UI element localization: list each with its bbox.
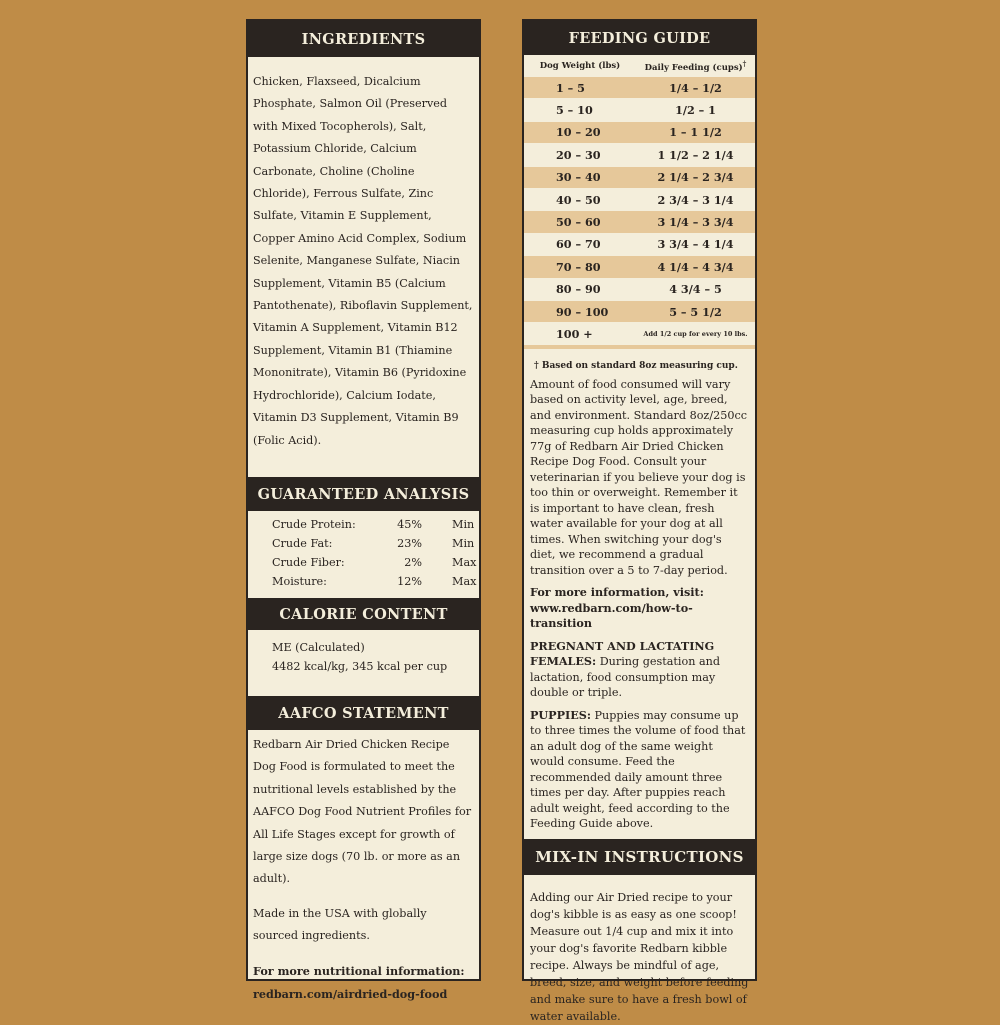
weight-cell: 50 – 60 bbox=[524, 211, 636, 233]
cups-cell: 4 3/4 – 5 bbox=[636, 278, 755, 300]
guaranteed-analysis-table bbox=[272, 515, 476, 591]
table-row bbox=[524, 121, 755, 143]
origin-statement: Made in the USA with globally sourced ingredients. bbox=[253, 906, 427, 943]
analysis-value: 23% bbox=[397, 537, 422, 550]
cups-cell: 2 3/4 – 3 1/4 bbox=[636, 188, 755, 210]
pregnant-note bbox=[530, 639, 749, 701]
pregnant-text: During gestation and lactation, food consumption may double or triple. bbox=[530, 655, 721, 700]
cups-cell: 1 1/2 – 2 1/4 bbox=[636, 144, 755, 166]
ingredients-list: Chicken, Flaxseed, Dicalcium Phosphate, Salmon Oil (Preserved with Mixed Tocopherols), Salt, Potassium Chloride, Calcium Carbonate, Choline (Choline Chloride), Ferrous Sulfate, Zinc Sulfate, Vitamin E Supplement, Copper Amino Acid Complex, Sodium Selenite, Manganese Sulfate, Niacin Supplement, Vitamin B5 (Calcium Pantothenate), Riboflavin Supplement, Vitamin A Supplement, Vitamin B12 Supplement, Vitamin B1 (Thiamine Mononitrate), Vitamin B6 (Pyridoxine Hydrochloride), Calcium Iodate, Vitamin D3 Supplement, Vitamin B9 (Folic Acid). bbox=[253, 75, 473, 447]
table-row bbox=[524, 300, 755, 322]
analysis-qualifier: Min bbox=[452, 537, 475, 550]
table-row bbox=[524, 256, 755, 278]
weight-cell: 5 – 10 bbox=[524, 99, 636, 121]
cups-cell: 1/4 – 1/2 bbox=[636, 77, 755, 99]
calorie-content-heading: CALORIE CONTENT bbox=[248, 598, 479, 630]
weight-cell: 100 + bbox=[524, 323, 636, 347]
cups-cell: 3 3/4 – 4 1/4 bbox=[636, 233, 755, 255]
cups-cell: 3 1/4 – 3 3/4 bbox=[636, 211, 755, 233]
table-row bbox=[524, 233, 755, 255]
weight-cell: 40 – 50 bbox=[524, 188, 636, 210]
dagger-mark: † bbox=[742, 59, 747, 69]
table-row bbox=[524, 323, 755, 347]
weight-cell: 90 – 100 bbox=[524, 300, 636, 322]
analysis-value: 12% bbox=[397, 575, 422, 588]
puppies-text: Puppies may consume up to three times the volume of food that an adult dog of the same weight would consume. Feed the recommended daily amount three times per day. After puppies reach adult weight, feed according to the Feeding Guide above. bbox=[530, 708, 746, 831]
cups-cell: 4 1/4 – 4 3/4 bbox=[636, 256, 755, 278]
table-row bbox=[524, 99, 755, 121]
guaranteed-analysis-heading: GUARANTEED ANALYSIS bbox=[248, 477, 479, 511]
table-row bbox=[524, 211, 755, 233]
analysis-name: Crude Protein: bbox=[272, 518, 356, 531]
feeding-paragraph: Amount of food consumed will vary based on activity level, age, breed, and environment. Standard 8oz/250cc measuring cup holds approximately 77g of Redbarn Air Dried Chicken Recipe Dog Food. Consult your veterinarian if you believe your dog is too thin or overweight. Remember it is important to have clean, fresh water available for your dog at all times. When switching your dog's diet, we recommend a gradual transition over a 5 to 7-day period. bbox=[530, 377, 747, 577]
table-row bbox=[524, 166, 755, 188]
nutrition-panel bbox=[246, 19, 481, 1002]
calorie-content bbox=[248, 630, 479, 696]
table-row bbox=[272, 534, 476, 553]
table-row bbox=[524, 278, 755, 300]
puppies-note bbox=[530, 708, 749, 832]
measuring-cup-footnote: † Based on standard 8oz measuring cup. bbox=[534, 360, 738, 371]
column-header-weight: Dog Weight (lbs) bbox=[524, 55, 636, 77]
analysis-value: 2% bbox=[404, 556, 422, 569]
analysis-qualifier: Min bbox=[452, 518, 475, 531]
table-row bbox=[524, 144, 755, 166]
calorie-values: 4482 kcal/kg, 345 kcal per cup bbox=[272, 660, 448, 673]
cups-cell: 1 – 1 1/2 bbox=[636, 121, 755, 143]
analysis-name: Crude Fat: bbox=[272, 537, 333, 550]
weight-cell: 80 – 90 bbox=[524, 278, 636, 300]
cups-cell: 2 1/4 – 2 3/4 bbox=[636, 166, 755, 188]
analysis-value: 45% bbox=[397, 518, 422, 531]
more-info-label: For more nutritional information: bbox=[253, 963, 465, 978]
more-info-link[interactable]: redbarn.com/airdried-dog-food bbox=[253, 987, 448, 1002]
aafco-body bbox=[248, 730, 479, 1006]
table-row bbox=[272, 572, 476, 591]
cups-cell: 5 – 5 1/2 bbox=[636, 300, 755, 322]
feeding-notes bbox=[524, 377, 755, 832]
aafco-heading: AAFCO STATEMENT bbox=[248, 696, 479, 730]
feeding-guide-heading: FEEDING GUIDE bbox=[524, 21, 755, 55]
table-header bbox=[524, 55, 755, 77]
weight-cell: 10 – 20 bbox=[524, 121, 636, 143]
transition-info-link[interactable]: www.redbarn.com/how-to-transition bbox=[530, 600, 693, 631]
mix-in-text: Adding our Air Dried recipe to your dog's kibble is as easy as one scoop! Measure out 1/4 cup and mix it into your dog's favorite Redbarn kibble recipe. Always be mindful of age, breed, size, and weight before feeding and make sure to have a fresh bowl of water available. bbox=[530, 890, 749, 1023]
feeding-table bbox=[524, 55, 755, 349]
weight-cell: 1 – 5 bbox=[524, 77, 636, 99]
feeding-panel bbox=[522, 19, 757, 1023]
weight-cell: 60 – 70 bbox=[524, 233, 636, 255]
calorie-method: ME (Calculated) bbox=[272, 641, 365, 654]
cups-cell: 1/2 – 1 bbox=[636, 99, 755, 121]
column-header-daily: Daily Feeding (cups)† bbox=[636, 55, 755, 77]
table-row bbox=[524, 188, 755, 210]
extra-feeding-note: Add 1/2 cup for every 10 lbs. bbox=[636, 323, 755, 347]
table-row bbox=[272, 515, 476, 534]
analysis-qualifier: Max bbox=[452, 575, 477, 588]
table-row bbox=[272, 553, 476, 572]
table-row bbox=[524, 77, 755, 99]
mix-in-heading: MIX-IN INSTRUCTIONS bbox=[524, 839, 755, 875]
pregnant-label: PREGNANT AND LACTATING FEMALES: bbox=[530, 638, 715, 669]
ingredients-heading: INGREDIENTS bbox=[248, 21, 479, 57]
aafco-statement: Redbarn Air Dried Chicken Recipe Dog Food is formulated to meet the nutritional levels established by the AAFCO Dog Food Nutrient Profiles for All Life Stages except for growth of large size dogs (70 lb. or more as an adult). bbox=[253, 738, 472, 886]
puppies-label: PUPPIES: bbox=[530, 707, 591, 722]
analysis-name: Crude Fiber: bbox=[272, 556, 345, 569]
transition-info-label: For more information, visit: bbox=[530, 585, 704, 600]
weight-cell: 30 – 40 bbox=[524, 166, 636, 188]
weight-cell: 70 – 80 bbox=[524, 256, 636, 278]
analysis-qualifier: Max bbox=[452, 556, 477, 569]
weight-cell: 20 – 30 bbox=[524, 144, 636, 166]
analysis-name: Moisture: bbox=[272, 575, 327, 588]
